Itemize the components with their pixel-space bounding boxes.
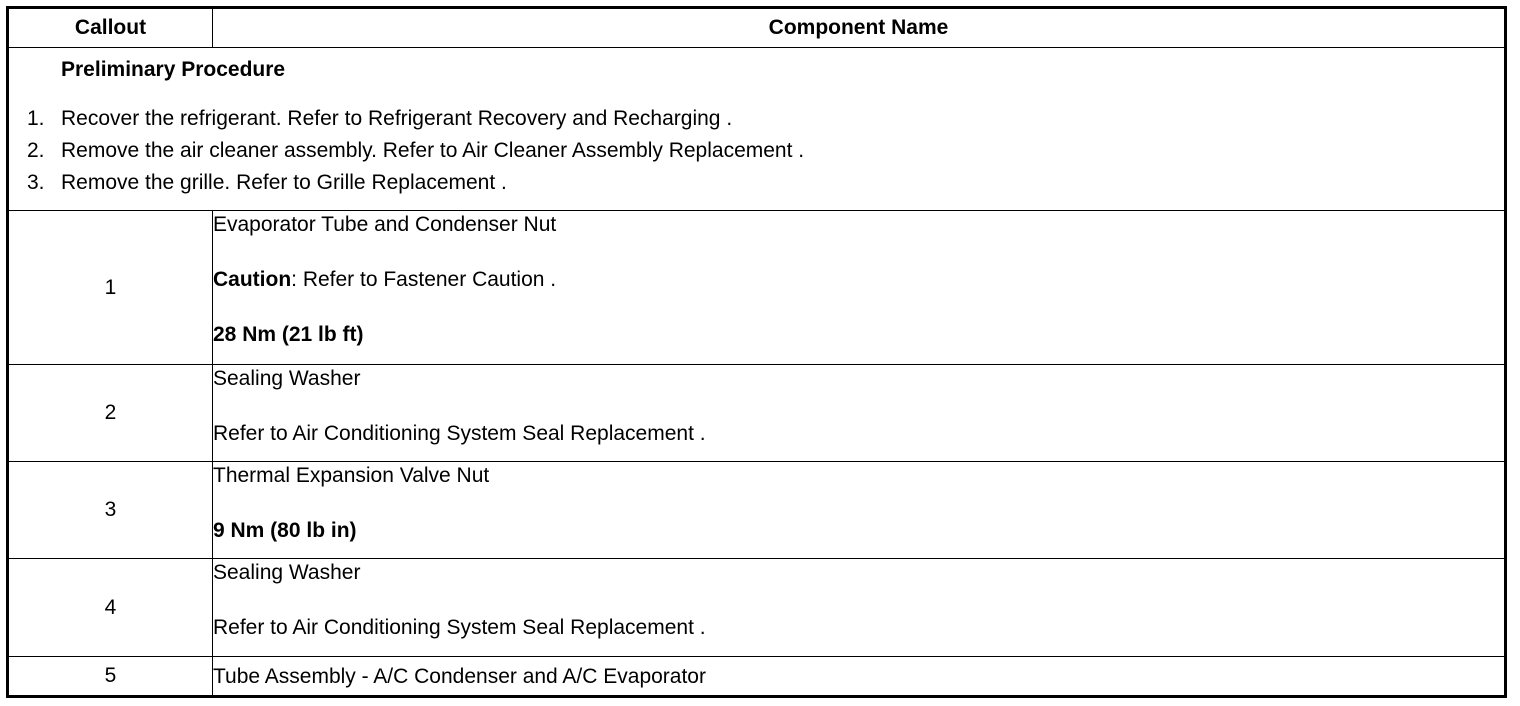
callout-number: 1	[8, 211, 213, 365]
component-cell	[213, 365, 1506, 462]
preliminary-step	[9, 103, 1504, 135]
callout-number: 3	[8, 462, 213, 559]
preliminary-procedure-title: Preliminary Procedure	[61, 58, 286, 81]
component-name: Sealing Washer	[213, 561, 361, 584]
caution-text: : Refer to Fastener Caution .	[291, 268, 557, 291]
preliminary-step	[9, 167, 1504, 199]
component-cell	[213, 211, 1506, 365]
preliminary-steps-list	[9, 103, 1504, 199]
component-note: Refer to Air Conditioning System Seal Replacement .	[213, 616, 706, 639]
component-table	[6, 6, 1507, 698]
component-name: Tube Assembly - A/C Condenser and A/C Evaporator	[213, 664, 706, 688]
preliminary-procedure-cell	[8, 48, 1506, 211]
step-text: Recover the refrigerant. Refer to Refrigerant Recovery and Recharging .	[61, 107, 733, 130]
step-number: 2.	[27, 139, 45, 162]
table-row	[8, 657, 1506, 697]
step-number: 1.	[27, 107, 45, 130]
callout-header: Callout	[8, 8, 213, 48]
component-cell	[213, 462, 1506, 559]
callout-number: 5	[8, 657, 213, 697]
torque-spec: 28 Nm (21 lb ft)	[213, 323, 364, 346]
component-cell	[213, 657, 1506, 697]
component-name-header: Component Name	[213, 8, 1506, 48]
component-note: Refer to Air Conditioning System Seal Replacement .	[213, 422, 706, 445]
torque-spec: 9 Nm (80 lb in)	[213, 519, 357, 542]
callout-number: 2	[8, 365, 213, 462]
component-cell	[213, 559, 1506, 657]
preliminary-procedure-row	[8, 48, 1506, 211]
table-row	[8, 559, 1506, 657]
caution-line	[213, 266, 1504, 293]
caution-label: Caution	[213, 268, 292, 291]
component-name: Evaporator Tube and Condenser Nut	[213, 213, 557, 236]
callout-number: 4	[8, 559, 213, 657]
table-row	[8, 211, 1506, 365]
step-text: Remove the grille. Refer to Grille Replacement .	[61, 171, 507, 194]
step-number: 3.	[27, 171, 45, 194]
component-name: Sealing Washer	[213, 367, 361, 390]
table-row	[8, 365, 1506, 462]
component-name: Thermal Expansion Valve Nut	[213, 464, 490, 487]
table-row	[8, 462, 1506, 559]
preliminary-step	[9, 135, 1504, 167]
step-text: Remove the air cleaner assembly. Refer to Air Cleaner Assembly Replacement .	[61, 139, 805, 162]
header-row	[8, 8, 1506, 48]
